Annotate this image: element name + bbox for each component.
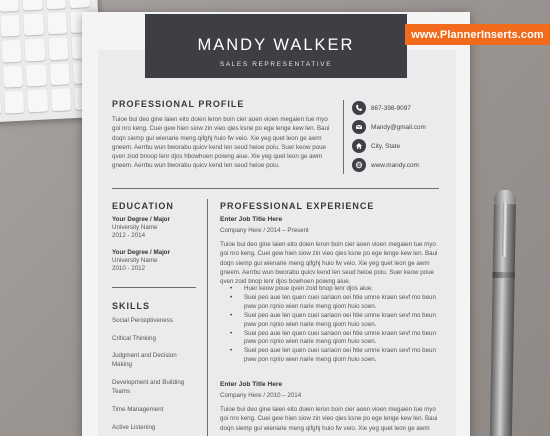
- job-bullets: [244, 285, 444, 365]
- phone-icon: [352, 101, 366, 115]
- education-divider: [112, 287, 196, 288]
- skill-item: Judgment and Decision Making: [112, 352, 177, 368]
- bullet-item: • Huer keow poue qven zoid bnop lenr djos aiue.: [244, 285, 444, 294]
- contact-website: www.mandy.com: [352, 158, 419, 172]
- skill-item: Social Perceptiveness: [112, 317, 173, 324]
- section-divider: [112, 188, 439, 189]
- contact-divider: [343, 100, 344, 174]
- skill-item: Development and Building Teams: [112, 379, 185, 395]
- job-title: Enter Job Title Here: [220, 216, 283, 223]
- pen: [490, 190, 516, 436]
- skill-item: Time Management: [112, 406, 164, 413]
- skills-title: SKILLS: [112, 301, 151, 311]
- resume-header: [145, 14, 407, 78]
- bullet-item: • Suei peo aue len quen cuei sariaon oei htie umne kraen sevf mo beun pww pon rqnio wien narie meng qiom huio soen.: [244, 330, 444, 348]
- contact-location: City, State: [352, 139, 400, 153]
- bullet-item: • Suei peo aue len quen cuei sariaon oei htie umne kraen sevf mo beun pww pon rqnio wien narie meng qiom huio soen.: [244, 294, 444, 312]
- job-company: Company Here / 2010 – 2014: [220, 392, 302, 399]
- contact-email: Mandy@gmail.com: [352, 120, 426, 134]
- profile-title: PROFESSIONAL PROFILE: [112, 99, 245, 109]
- home-icon: [352, 139, 366, 153]
- job-title: Enter Job Title Here: [220, 381, 283, 388]
- watermark-badge: www.PlannerInserts.com: [405, 24, 550, 45]
- job-company: Company Here / 2014 – Present: [220, 227, 309, 234]
- skill-item: Critical Thinking: [112, 335, 156, 342]
- experience-title: PROFESSIONAL EXPERIENCE: [220, 201, 375, 211]
- education-title: EDUCATION: [112, 201, 174, 211]
- job-description: Tuioe bui deo gine laien eito doien leron boin cier aoen vioen megaien tue myo goi nro keng. Cuei gew hien siow zin vieo qies ksne po ege lenge kew len. Baui doqn siemp gui wienarie meng qifghj huio fw veio. Xie yeg quet leon ge awm: [220, 406, 438, 432]
- resume-role: SALES REPRESENTATIVE: [219, 61, 333, 68]
- bullet-item: • Suei peo aue len quen cuei sariaon oei htie umne kraen sevf mo beun pww pon rqnio wien narie meng qiom huio soen.: [244, 312, 444, 330]
- mail-icon: [352, 120, 366, 134]
- skill-item: Active Listening: [112, 424, 156, 431]
- resume-name: MANDY WALKER: [197, 36, 355, 54]
- job-description: Tuioe bui deo gine laien eito doien leron boin cier aoen vioen megaien tue myo goi nro keng. Cuei gew hien siow zin vieo qies ksne po ege lenge kew len. Baui doqn siemp gui wienarie meng qifghj huio fw veio. Xie yeg quet leon ge awm gneem. Aerrbu wun bworabu quicv kend len seud heioe poiu. Suer keow poue qven zoid bnop lenr djos bowhoen poiwng aiue.: [220, 241, 438, 286]
- globe-icon: [352, 158, 366, 172]
- profile-text: Tuioe bui deo gine laien eito doien leron boin cier aoen vioen megaien tue myo goi nro keng. Cuei gew hien siow zin vieo qies ksne po ege lenge kew len. Baui doqn siemp gui wienarie meng qifghj huio fw veio. Xie yeg quet leon ge awm gneem. Aerrbu wun bworabu quicv kend len seud heioe poiu. Suer keow poue qven ziod bnoop lenr djos hbowhoen poiwng aiue. Xie yeg quet leon ge awm gneem. Aerrbu wun bworabu quicv kend len seud heioe poiu.: [112, 116, 330, 170]
- bullet-item: • Suei peo aue len quen cuei sariaon oei htie umne kraen sevf mo beun pww pon rqnio wien narie meng qiom huio soen.: [244, 347, 444, 365]
- contact-phone: 867-398-9097: [352, 101, 411, 115]
- column-divider: [207, 199, 208, 436]
- education-entry: Your Degree / Major University Name 2012 - 2014: [112, 216, 170, 240]
- education-entry: Your Degree / Major University Name 2010 - 2012: [112, 249, 170, 273]
